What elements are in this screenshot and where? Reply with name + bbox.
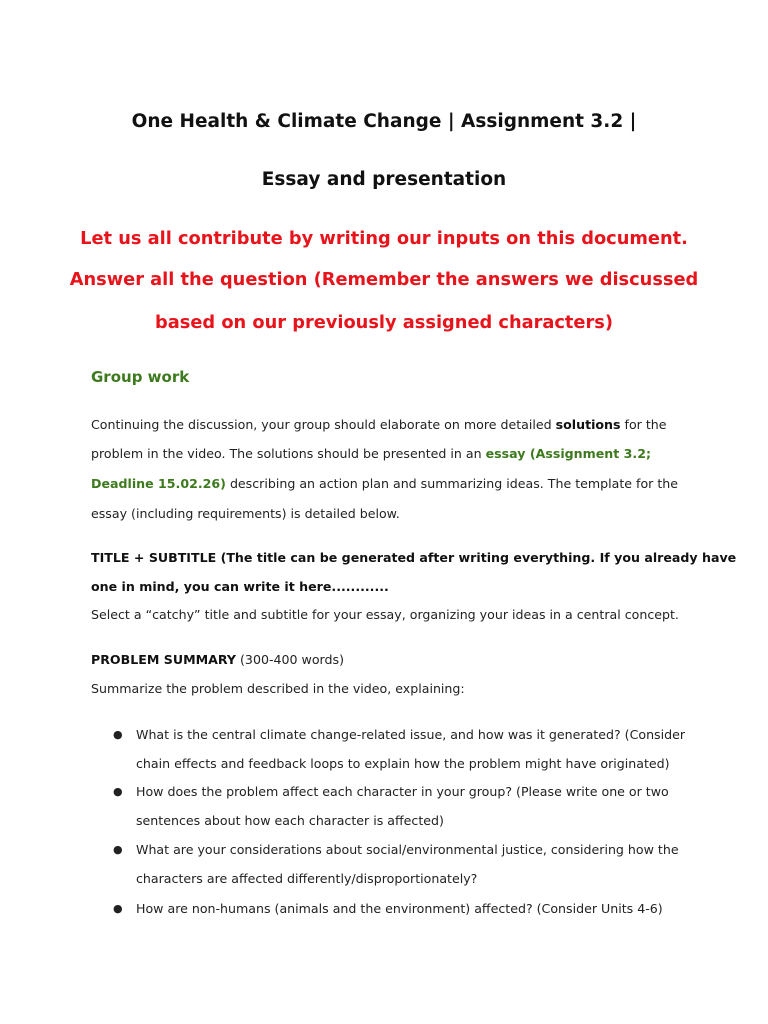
bullet-icon: ● <box>113 785 123 798</box>
group-work-heading: Group work <box>91 368 190 386</box>
list-item: How does the problem affect each character in your group? (Please write one or two <box>136 784 669 799</box>
list-item-cont: characters are affected differently/disproportionately? <box>136 871 478 886</box>
list-item-cont: sentences about how each character is affected) <box>136 813 444 828</box>
notice-line-2: Answer all the question (Remember the answers we discussed <box>69 269 699 290</box>
notice-line-3: based on our previously assigned characters) <box>155 312 613 333</box>
paragraph-line: Continuing the discussion, your group should elaborate on more detailed solutions for the <box>91 417 667 432</box>
title-subtitle-heading-cont: one in mind, you can write it here............ <box>91 579 389 594</box>
assignment-highlight: essay (Assignment 3.2; <box>485 446 652 461</box>
document-title: One Health & Climate Change | Assignment 3.2 | <box>131 111 637 132</box>
deadline-highlight: Deadline 15.02.26) <box>91 476 226 491</box>
bullet-icon: ● <box>113 728 123 741</box>
bullet-icon: ● <box>113 843 123 856</box>
list-item-cont: chain effects and feedback loops to explain how the problem might have originated) <box>136 756 670 771</box>
solutions-emphasis: solutions <box>555 417 621 432</box>
list-item: What are your considerations about social/environmental justice, considering how the <box>136 842 679 857</box>
paragraph-line: essay (including requirements) is detailed below. <box>91 506 400 521</box>
title-subtitle-heading: TITLE + SUBTITLE (The title can be generated after writing everything. If you already have <box>91 550 737 565</box>
list-item: How are non-humans (animals and the environment) affected? (Consider Units 4-6) <box>136 901 663 916</box>
paragraph-line: Deadline 15.02.26) describing an action plan and summarizing ideas. The template for the <box>91 476 679 491</box>
problem-summary-intro: Summarize the problem described in the video, explaining: <box>91 681 465 696</box>
list-item: What is the central climate change-related issue, and how was it generated? (Consider <box>136 727 686 742</box>
bullet-icon: ● <box>113 902 123 915</box>
paragraph-line: problem in the video. The solutions should be presented in an essay (Assignment 3.2; <box>91 446 652 461</box>
notice-line-1: Let us all contribute by writing our inputs on this document. <box>80 228 688 249</box>
title-subtitle-instructions: Select a “catchy” title and subtitle for your essay, organizing your ideas in a central concept. <box>91 607 679 622</box>
problem-summary-heading: PROBLEM SUMMARY (300-400 words) <box>91 652 344 667</box>
document-subtitle: Essay and presentation <box>261 169 507 190</box>
